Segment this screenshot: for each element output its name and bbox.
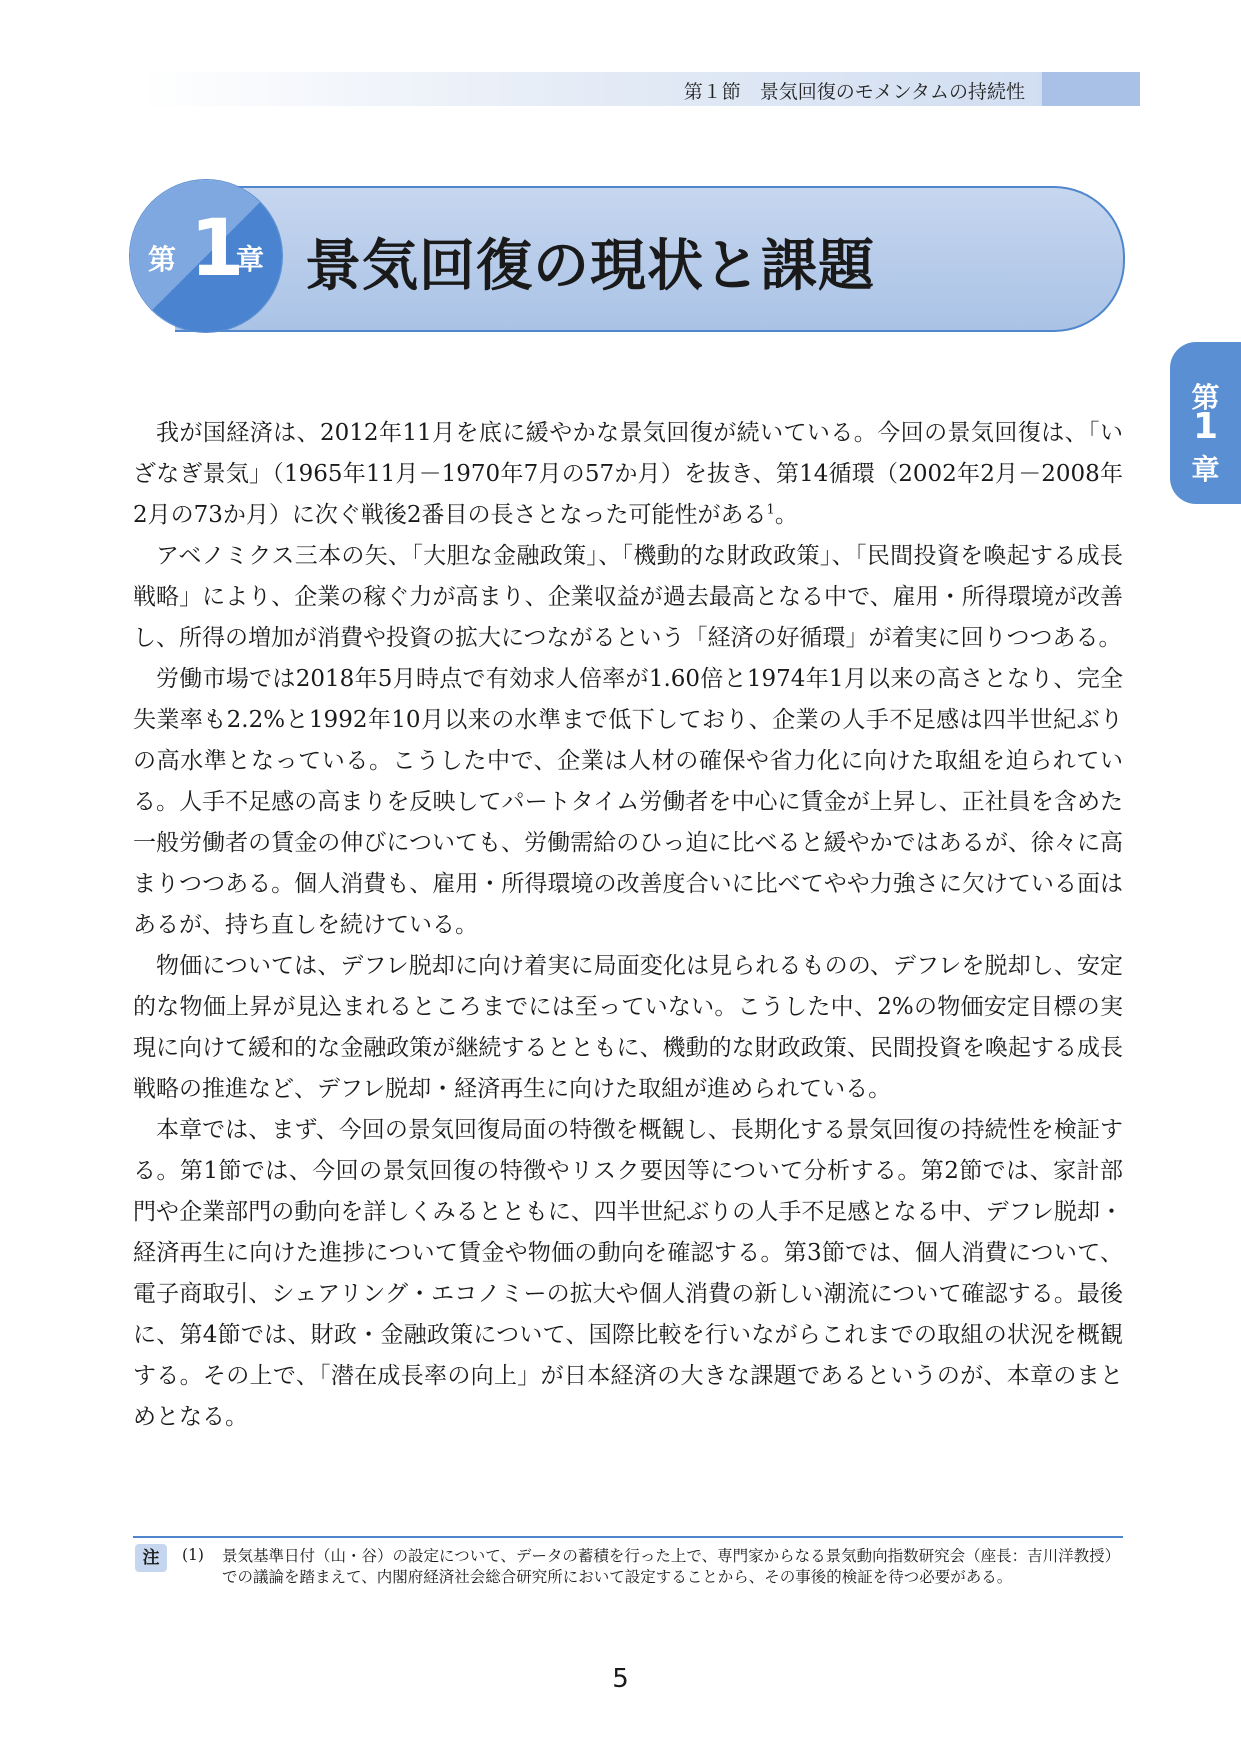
side-tab-number: 1 [1192,406,1219,447]
running-header-bar [140,72,1140,106]
paragraph-2: アベノミクス三本の矢、「大胆な金融政策」、「機動的な財政政策」、「民間投資を喚起する成長戦略」により、企業の稼ぐ力が高まり、企業収益が過去最高となる中で、雇用・所得環境が改善し、所得の増加が消費や投資の拡大につながるという「経済の好循環」が着実に回りつつある。 [133,543,1123,651]
note-number: (1) [182,1546,204,1564]
chapter-number-badge [130,180,282,332]
paragraph-1 [133,413,1123,536]
chapter-body [133,413,1123,1438]
chapter-number: 1 [190,204,245,294]
running-header-accent [1042,72,1140,106]
chapter-suffix: 章 [236,243,265,276]
note-text: 景気基準日付（山・谷）の設定について、データの蓄積を行った上で、専門家からなる景気動向指数研究会（座長：吉川洋教授）での議論を踏まえて、内閣府経済社会総合研究所において設定することから、その事後的検証を待つ必要がある。 [222,1547,1121,1586]
paragraph-5: 本章では、まず、今回の景気回復局面の特徴を概観し、長期化する景気回復の持続性を検証する。第1節では、今回の景気回復の特徴やリスク要因等について分析する。第2節では、家計部門や企業部門の動向を詳しくみるとともに、四半世紀ぶりの人手不足感となる中、デフレ脱却・経済再生に向けた進捗について賃金や物価の動向を確認する。第3節では、個人消費について、電子商取引、シェアリング・エコノミーの拡大や個人消費の新しい潮流について確認する。最後に、第4節では、財政・金融政策について、国際比較を行いながらこれまでの取組の状況を概観する。その上で、「潜在成長率の向上」が日本経済の大きな課題であるというのが、本章のまとめとなる。 [133,1117,1123,1430]
chapter-prefix: 第 [148,243,177,276]
side-tab-suffix: 章 [1191,453,1220,486]
chapter-side-tab [1170,342,1241,504]
notes-label: 注 [135,1544,167,1572]
running-header-section: 第１節 景気回復のモメンタムの持続性 [683,81,1025,103]
page-number: 5 [612,1664,629,1694]
paragraph-1-end: 。 [774,502,798,528]
chapter-title: 景気回復の現状と課題 [305,234,875,299]
paragraph-4: 物価については、デフレ脱却に向け着実に局面変化は見られるものの、デフレを脱却し、安定的な物価上昇が見込まれるところまでには至っていない。こうした中、2%の物価安定目標の実現に向けて緩和的な金融政策が継続するとともに、機動的な財政政策、民間投資を喚起する成長戦略の推進など、デフレ脱却・経済再生に向けた取組が進められている。 [133,953,1123,1102]
side-tab-prefix: 第 [1191,381,1220,414]
paragraph-1-text: 我が国経済は、2012年11月を底に緩やかな景気回復が続いている。今回の景気回復は、「いざなぎ景気」（1965年11月－1970年7月の57か月）を抜き、第14循環（2002年2月－2008年2月の73か月）に次ぐ戦後2番目の長さとなった可能性がある [133,420,1123,528]
notes-divider [133,1536,1123,1538]
paragraph-3: 労働市場では2018年5月時点で有効求人倍率が1.60倍と1974年1月以来の高さとなり、完全失業率も2.2%と1992年10月以来の水準まで低下しており、企業の人手不足感は四半世紀ぶりの高水準となっている。こうした中で、企業は人材の確保や省力化に向けた取組を迫られている。人手不足感の高まりを反映してパートタイム労働者を中心に賃金が上昇し、正社員を含めた一般労働者の賃金の伸びについても、労働需給のひっ迫に比べると緩やかではあるが、徐々に高まりつつある。個人消費も、雇用・所得環境の改善度合いに比べてやや力強さに欠けている面はあるが、持ち直しを続けている。 [133,666,1123,938]
footnote-ref-1: 1 [766,502,775,518]
